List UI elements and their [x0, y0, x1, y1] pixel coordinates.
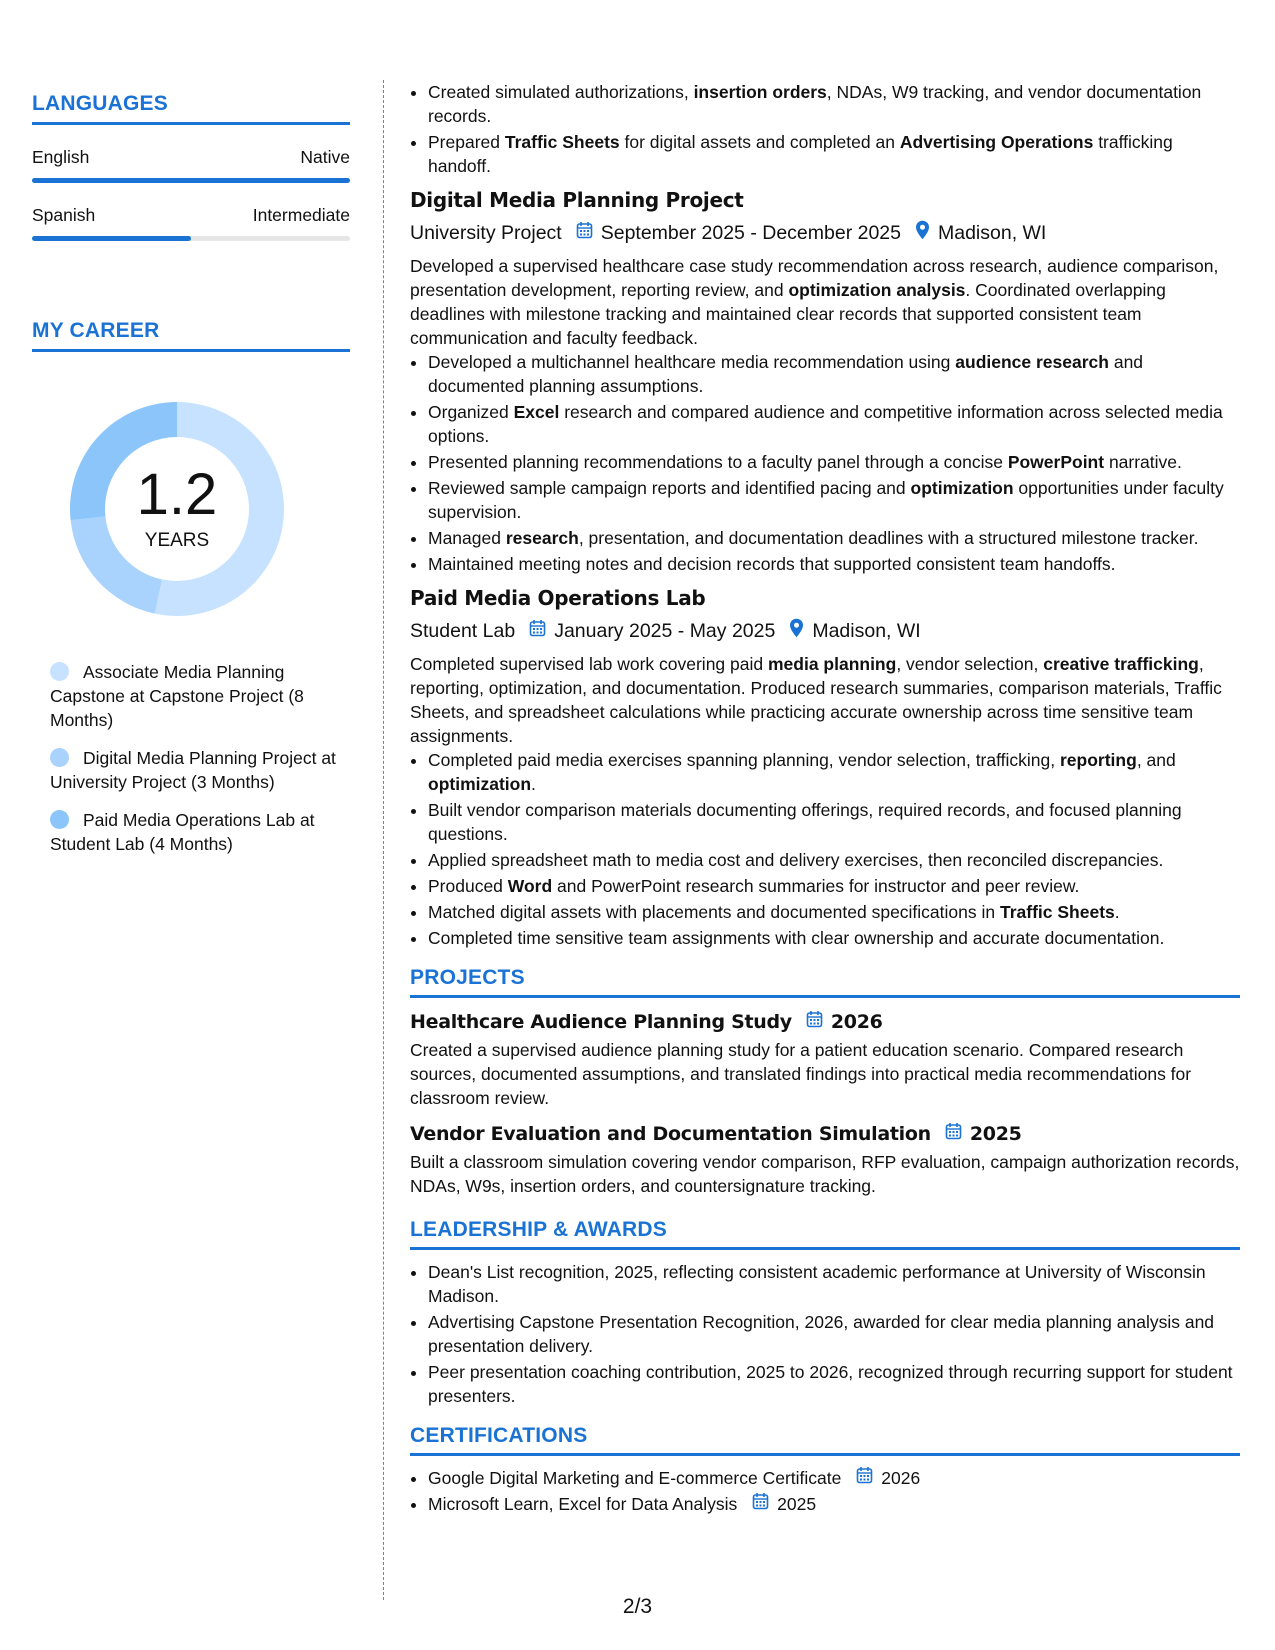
- project-description: Created a supervised audience planning study for a patient education scenario. Compared research sources, documented assumptions, and translated findings into practical media recommendations for classroom review.: [410, 1040, 1192, 1108]
- proficiency-bar: [32, 178, 350, 183]
- entry-location: Madison, WI: [812, 620, 921, 642]
- sidebar: [32, 92, 350, 870]
- career-legend: [50, 660, 340, 856]
- career-section: [32, 319, 350, 856]
- calendar-icon: [752, 1492, 769, 1516]
- languages-title: LANGUAGES: [32, 92, 168, 115]
- entry-location-wrap: [789, 618, 920, 644]
- bullet-item: • Managed research, presentation, and documentation deadlines with a structured milestone tracker.: [428, 526, 1240, 550]
- entry-meta: [410, 220, 1240, 246]
- bullet-item: • Advertising Capstone Presentation Recognition, 2026, awarded for clear media planning analysis and presentation delivery.: [428, 1310, 1240, 1358]
- bullet-item: • Dean's List recognition, 2025, reflecting consistent academic performance at University of Wisconsin Madison.: [428, 1260, 1240, 1308]
- calendar-icon: [576, 221, 593, 245]
- project-title: Vendor Evaluation and Documentation Simulation: [410, 1123, 931, 1145]
- entry-dates-wrap: [576, 221, 901, 245]
- experience-entry: [410, 188, 1240, 576]
- bullet-item: • Peer presentation coaching contribution, 2025 to 2026, recognized through recurring support for student presenters.: [428, 1360, 1240, 1408]
- entry-org: Student Lab: [410, 620, 516, 642]
- entry-location-wrap: [915, 220, 1046, 246]
- certifications-section: [410, 1424, 1240, 1516]
- cert-date: [752, 1492, 816, 1516]
- project-date: [945, 1122, 1022, 1146]
- section-rule: [32, 122, 350, 125]
- donut-center: [62, 394, 292, 624]
- legend-label: Paid Media Operations Lab at Student Lab (4 Months): [50, 810, 315, 854]
- main-content: [410, 80, 1240, 1518]
- proficiency-fill: [32, 178, 350, 183]
- legend-item: [50, 746, 340, 794]
- bullet-item: • Applied spreadsheet math to media cost and delivery exercises, then reconciled discrepancies.: [428, 848, 1240, 872]
- project-date: [806, 1010, 883, 1034]
- legend-dot: [50, 810, 69, 829]
- cert-date: [856, 1466, 920, 1490]
- bullet-item: • Organized Excel research and compared audience and competitive information across selected media options.: [428, 400, 1240, 448]
- language-level: Intermediate: [252, 205, 350, 225]
- bullet-item: • Matched digital assets with placements and documented specifications in Traffic Sheets.: [428, 900, 1240, 924]
- legend-item: [50, 808, 340, 856]
- section-rule: [410, 995, 1240, 998]
- languages-section: [32, 92, 350, 241]
- bullet-item: • Produced Word and PowerPoint research summaries for instructor and peer review.: [428, 874, 1240, 898]
- career-total: 1.2: [136, 462, 218, 527]
- cert-item: [428, 1466, 1240, 1490]
- legend-dot: [50, 748, 69, 767]
- entry-dates: September 2025 - December 2025: [600, 222, 901, 244]
- entry-bullets: [410, 350, 1240, 576]
- bullet-item: • Completed time sensitive team assignments with clear ownership and accurate documentation.: [428, 926, 1240, 950]
- bullet-item: • Reviewed sample campaign reports and identified pacing and optimization opportunities under faculty supervision.: [428, 476, 1240, 524]
- calendar-icon: [856, 1466, 873, 1490]
- section-rule: [32, 349, 350, 352]
- cert-name: Google Digital Marketing and E-commerce Certificate: [428, 1468, 842, 1488]
- bullet-item: • Built vendor comparison materials documenting offerings, required records, and focused planning questions.: [428, 798, 1240, 846]
- cert-item: [428, 1492, 1240, 1516]
- section-rule: [410, 1247, 1240, 1250]
- project-header: [410, 1010, 1240, 1034]
- leadership-title: LEADERSHIP & AWARDS: [410, 1218, 667, 1241]
- career-donut-chart: [62, 394, 292, 624]
- location-pin-icon: [789, 618, 804, 644]
- projects-title: PROJECTS: [410, 966, 525, 989]
- bullet-item: • Created simulated authorizations, insertion orders, NDAs, W9 tracking, and vendor documentation records.: [428, 80, 1240, 128]
- project-header: [410, 1122, 1240, 1146]
- certifications-list: [410, 1466, 1240, 1516]
- entry-title: Paid Media Operations Lab: [410, 586, 706, 610]
- project-item: [410, 1122, 1240, 1198]
- certifications-title: CERTIFICATIONS: [410, 1424, 588, 1447]
- calendar-icon: [529, 619, 546, 643]
- column-divider: [383, 80, 384, 1600]
- project-title: Healthcare Audience Planning Study: [410, 1011, 792, 1033]
- legend-item: [50, 660, 340, 732]
- legend-label: Digital Media Planning Project at University Project (3 Months): [50, 748, 336, 792]
- cert-name: Microsoft Learn, Excel for Data Analysis: [428, 1494, 738, 1514]
- location-pin-icon: [915, 220, 930, 246]
- project-description: Built a classroom simulation covering vendor comparison, RFP evaluation, campaign authorization records, NDAs, W9s, insertion orders, and countersignature tracking.: [410, 1152, 1240, 1196]
- entry-dates-wrap: [529, 619, 775, 643]
- experience-entry: [410, 586, 1240, 950]
- bullet-item: • Completed paid media exercises spanning planning, vendor selection, trafficking, reporting, and optimization.: [428, 748, 1240, 796]
- language-level: Native: [300, 147, 350, 167]
- entry-org: University Project: [410, 222, 562, 244]
- projects-section: [410, 966, 1240, 1198]
- bullet-item: • Presented planning recommendations to a faculty panel through a concise PowerPoint narrative.: [428, 450, 1240, 474]
- language-item: [32, 147, 350, 183]
- legend-dot: [50, 662, 69, 681]
- proficiency-fill: [32, 236, 191, 241]
- legend-label: Associate Media Planning Capstone at Capstone Project (8 Months): [50, 662, 304, 730]
- entry-location: Madison, WI: [937, 222, 1047, 244]
- cert-year: 2026: [881, 1468, 921, 1488]
- bullet-item: • Developed a multichannel healthcare media recommendation using audience research and documented planning assumptions.: [428, 350, 1240, 398]
- leadership-section: [410, 1218, 1240, 1408]
- bullet-item: • Prepared Traffic Sheets for digital assets and completed an Advertising Operations trafficking handoff.: [428, 130, 1240, 178]
- entry-description: Completed supervised lab work covering paid media planning, vendor selection, creative trafficking, reporting, optimization, and documentation. Produced research summaries, comparison materials, Traffic Sheets, and spreadsheet calculations while practicing accurate ownership across time sensitive team assignments.: [410, 654, 1222, 746]
- calendar-icon: [945, 1122, 962, 1146]
- project-year: 2026: [830, 1011, 883, 1033]
- project-year: 2025: [969, 1123, 1022, 1145]
- leadership-list: [410, 1260, 1240, 1408]
- cert-year: 2025: [777, 1494, 817, 1514]
- career-unit: YEARS: [144, 530, 210, 551]
- bullet-item: • Maintained meeting notes and decision records that supported consistent team handoffs.: [428, 552, 1240, 576]
- language-name: Spanish: [32, 205, 96, 225]
- entry-bullets: [410, 748, 1240, 950]
- continued-bullets: [410, 80, 1240, 178]
- language-name: English: [32, 147, 90, 167]
- entry-description: Developed a supervised healthcare case study recommendation across research, audience comparison, presentation development, reporting review, and optimization analysis. Coordinated overlapping deadlines with milestone tracking and maintained clear records that supported consistent team communication and faculty feedback.: [410, 256, 1219, 348]
- page-number: 2/3: [622, 1595, 653, 1618]
- section-rule: [410, 1453, 1240, 1456]
- entry-title: Digital Media Planning Project: [410, 188, 744, 212]
- entry-dates: January 2025 - May 2025: [554, 620, 776, 642]
- language-item: [32, 205, 350, 241]
- proficiency-bar: [32, 236, 350, 241]
- career-title: MY CAREER: [32, 319, 160, 342]
- project-item: [410, 1010, 1240, 1110]
- entry-meta: [410, 618, 1240, 644]
- calendar-icon: [806, 1010, 823, 1034]
